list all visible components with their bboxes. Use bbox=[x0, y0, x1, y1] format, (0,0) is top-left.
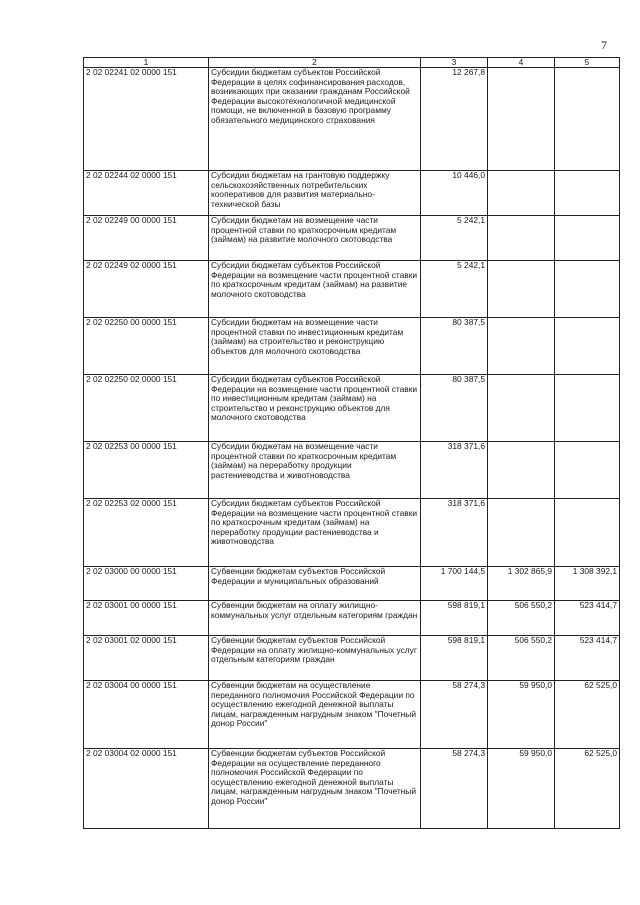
table-row bbox=[84, 567, 620, 601]
row-value-col5 bbox=[555, 261, 620, 318]
table-row bbox=[84, 375, 620, 442]
row-value-col3: 5 242,1 bbox=[421, 261, 488, 318]
row-value-col3: 598 819,1 bbox=[421, 601, 488, 636]
row-description: Субвенции бюджетам на оплату жилищно-коммунальных услуг отдельным категориям граждан bbox=[209, 601, 421, 636]
budget-revenue-table bbox=[83, 57, 620, 829]
row-value-col5 bbox=[555, 442, 620, 499]
row-value-col4 bbox=[488, 499, 555, 567]
row-description: Субсидии бюджетам субъектов Российской Федерации в целях софинансирования расходов, возникающих при оказании гражданам Российской Федерации высокотехнологичной медицинской помощи, не включенной в базовую программу обязательного медицинского страхования bbox=[209, 68, 421, 171]
row-description: Субсидии бюджетам на возмещение части процентной ставки по краткосрочным кредитам (займам) на развитие молочного скотоводства bbox=[209, 216, 421, 261]
table-row bbox=[84, 636, 620, 681]
table-row bbox=[84, 681, 620, 749]
row-value-col5: 62 525,0 bbox=[555, 749, 620, 829]
row-value-col5: 62 525,0 bbox=[555, 681, 620, 749]
row-code: 2 02 03001 00 0000 151 bbox=[84, 601, 209, 636]
table-row bbox=[84, 171, 620, 216]
row-value-col4 bbox=[488, 261, 555, 318]
row-value-col3: 5 242,1 bbox=[421, 216, 488, 261]
row-code: 2 02 02250 00 0000 151 bbox=[84, 318, 209, 375]
table-row bbox=[84, 261, 620, 318]
row-code: 2 02 02249 00 0000 151 bbox=[84, 216, 209, 261]
row-code: 2 02 02253 02 0000 151 bbox=[84, 499, 209, 567]
row-code: 2 02 02249 02 0000 151 bbox=[84, 261, 209, 318]
row-description: Субсидии бюджетам на возмещение части процентной ставки по инвестиционным кредитам (займам) на строительство и реконструкцию объектов для молочного скотоводства bbox=[209, 318, 421, 375]
row-value-col4: 506 550,2 bbox=[488, 636, 555, 681]
row-value-col3: 598 819,1 bbox=[421, 636, 488, 681]
table-row bbox=[84, 216, 620, 261]
row-value-col3: 80 387,5 bbox=[421, 375, 488, 442]
table-row bbox=[84, 68, 620, 171]
column-header: 3 bbox=[421, 58, 488, 68]
row-value-col4 bbox=[488, 318, 555, 375]
row-code: 2 02 03000 00 0000 151 bbox=[84, 567, 209, 601]
row-code: 2 02 02253 00 0000 151 bbox=[84, 442, 209, 499]
table-row bbox=[84, 499, 620, 567]
row-value-col3: 58 274,3 bbox=[421, 749, 488, 829]
row-value-col3: 10 446,0 bbox=[421, 171, 488, 216]
row-value-col5 bbox=[555, 375, 620, 442]
row-code: 2 02 02241 02 0000 151 bbox=[84, 68, 209, 171]
row-description: Субсидии бюджетам на грантовую поддержку сельскохозяйственных потребительских кооперативов для развития материально-технической базы bbox=[209, 171, 421, 216]
row-description: Субсидии бюджетам субъектов Российской Федерации на возмещение части процентной ставки по инвестиционным кредитам (займам) на строительство и реконструкцию объектов для молочного скотоводства bbox=[209, 375, 421, 442]
column-header: 5 bbox=[555, 58, 620, 68]
row-description: Субвенции бюджетам субъектов Российской Федерации и муниципальных образований bbox=[209, 567, 421, 601]
row-value-col5: 523 414,7 bbox=[555, 601, 620, 636]
table-row bbox=[84, 442, 620, 499]
row-value-col3: 58 274,3 bbox=[421, 681, 488, 749]
row-code: 2 02 02250 02 0000 151 bbox=[84, 375, 209, 442]
table-header-row bbox=[84, 58, 620, 68]
row-value-col4: 506 550,2 bbox=[488, 601, 555, 636]
row-code: 2 02 03001 02 0000 151 bbox=[84, 636, 209, 681]
row-value-col4 bbox=[488, 442, 555, 499]
row-value-col3: 1 700 144,5 bbox=[421, 567, 488, 601]
row-description: Субсидии бюджетам субъектов Российской Федерации на возмещение части процентной ставки по краткосрочным кредитам (займам) на переработку продукции растениеводства и животноводства bbox=[209, 499, 421, 567]
row-description: Субвенции бюджетам субъектов Российской Федерации на осуществление переданного полномочия Российской Федерации по осуществлению ежегодной денежной выплаты лицам, награжденным нагрудным знаком "Почетный донор России" bbox=[209, 749, 421, 829]
table-row bbox=[84, 601, 620, 636]
row-description: Субсидии бюджетам субъектов Российской Федерации на возмещение части процентной ставки по краткосрочным кредитам (займам) на развитие молочного скотоводства bbox=[209, 261, 421, 318]
row-value-col3: 318 371,6 bbox=[421, 499, 488, 567]
row-value-col5 bbox=[555, 499, 620, 567]
row-value-col4 bbox=[488, 171, 555, 216]
page-number: 7 bbox=[601, 38, 607, 52]
column-header: 2 bbox=[209, 58, 421, 68]
row-value-col5 bbox=[555, 68, 620, 171]
row-value-col5 bbox=[555, 171, 620, 216]
row-value-col5: 523 414,7 bbox=[555, 636, 620, 681]
row-description: Субвенции бюджетам на осуществление переданного полномочия Российской Федерации по осуществлению ежегодной денежной выплаты лицам, награжденным нагрудным знаком "Почетный донор России" bbox=[209, 681, 421, 749]
row-description: Субсидии бюджетам на возмещение части процентной ставки по краткосрочным кредитам (займам) на переработку продукции растениеводства и животноводства bbox=[209, 442, 421, 499]
row-value-col3: 80 387,5 bbox=[421, 318, 488, 375]
row-code: 2 02 03004 00 0000 151 bbox=[84, 681, 209, 749]
row-description: Субвенции бюджетам субъектов Российской Федерации на оплату жилищно-коммунальных услуг отдельным категориям граждан bbox=[209, 636, 421, 681]
row-value-col4 bbox=[488, 68, 555, 171]
row-value-col5: 1 308 392,1 bbox=[555, 567, 620, 601]
column-header: 4 bbox=[488, 58, 555, 68]
row-value-col5 bbox=[555, 216, 620, 261]
row-value-col5 bbox=[555, 318, 620, 375]
column-header: 1 bbox=[84, 58, 209, 68]
table-row bbox=[84, 318, 620, 375]
row-value-col4 bbox=[488, 375, 555, 442]
row-value-col4: 59 950,0 bbox=[488, 681, 555, 749]
table-row bbox=[84, 749, 620, 829]
row-value-col3: 12 267,8 bbox=[421, 68, 488, 171]
row-value-col3: 318 371,6 bbox=[421, 442, 488, 499]
row-code: 2 02 02244 02 0000 151 bbox=[84, 171, 209, 216]
row-value-col4 bbox=[488, 216, 555, 261]
row-value-col4: 1 302 865,9 bbox=[488, 567, 555, 601]
row-value-col4: 59 950,0 bbox=[488, 749, 555, 829]
row-code: 2 02 03004 02 0000 151 bbox=[84, 749, 209, 829]
